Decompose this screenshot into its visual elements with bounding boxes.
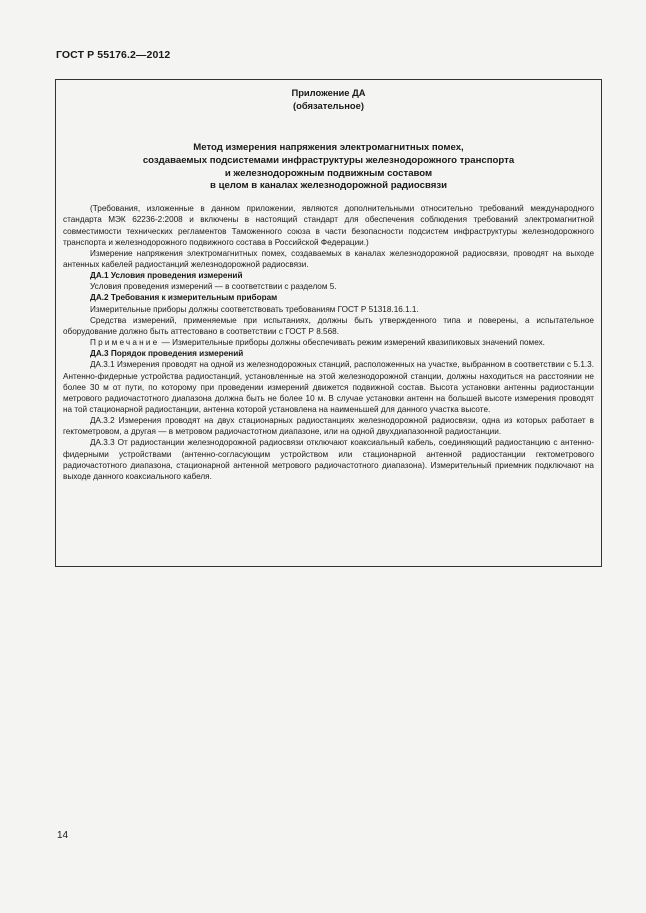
title-line-3: и железнодорожным подвижным составом — [224, 167, 433, 179]
paragraph-intro: (Требования, изложенные в данном приложении, являются дополнительными относительно требований международного стандарта МЭК 62236-2:2008 и включены в настоящий стандарт для обеспечения соблюдения требований электромагнитной совместимости технических регламентов Таможенного союза в части безопасности подсистем инфраструктуры железнодорожного транспорта и железнодорожного подвижного состава в Российской Федерации.) — [63, 204, 594, 247]
appendix-frame — [55, 79, 602, 567]
section-heading-da2: ДА.2 Требования к измерительным приборам — [90, 293, 278, 303]
paragraph-verification: Средства измерений, применяемые при испытаниях, должны быть утвержденного типа и поверены, а испытательное оборудование должно быть аттестовано в соответствии с ГОСТ Р 8.568. — [63, 315, 594, 336]
note-text: — Измерительные приборы должны обеспечивать режим измерений квазипиковых значений помех. — [159, 338, 545, 348]
title-line-4: в целом в каналах железнодорожной радиосвязи — [210, 180, 447, 192]
appendix-title — [63, 142, 594, 193]
paragraph-scope: Измерение напряжения электромагнитных помех, создаваемых в каналах железнодорожной радиосвязи, проводят на выходе антенных кабелей радиостанций железнодорожной радиосвязи. — [63, 248, 594, 269]
paragraph-da31: ДА.3.1 Измерения проводят на одной из железнодорожных станций, расположенных на участке, выбранном в соответствии с 5.1.3. Антенно-фидерные устройства радиостанций, установленные на этой железнодорожной станции, должны находиться на расстоянии не более 30 м от пути, по которому при проведении измерений движется подвижной состав. Высота установки антенны радиостанции метрового радиочастотного диапазона должна быть не более 10 м. В случае установки антенн на большей высоте измерения проводят на той стационарной радиостанции, антенна которой установлена на наименьшей для данного участка высоте. — [63, 360, 594, 414]
appendix-body — [63, 203, 594, 482]
appendix-heading — [63, 87, 594, 112]
section-heading-da1: ДА.1 Условия проведения измерений — [90, 271, 243, 281]
title-line-1: Метод измерения напряжения электромагнитных помех, — [193, 142, 464, 153]
paragraph-da32: ДА.3.2 Измерения проводят на двух стационарных радиостанциях железнодорожной радиосвязи, одна из которых работает в гектометровом, а другая — в метровом радиочастотном диапазоне, или на одной двухдиапазонной радиостанции. — [63, 416, 594, 437]
page-number: 14 — [57, 830, 69, 841]
paragraph-instruments: Измерительные приборы должны соответствовать требованиям ГОСТ Р 51318.16.1.1. — [90, 304, 419, 314]
paragraph-conditions: Условия проведения измерений — в соответствии с разделом 5. — [90, 282, 337, 292]
appendix-label: Приложение ДА — [291, 87, 366, 98]
section-heading-da3: ДА.3 Порядок проведения измерений — [90, 349, 244, 359]
note-label: Примечание — [90, 338, 160, 348]
paragraph-da33: ДА.3.3 От радиостанции железнодорожной радиосвязи отключают коаксиальный кабель, соединяющий радиостанцию с антенно-фидерными устройствами (антенно-согласующим устройством или стационарной антенной радиостанции гектометрового радиочастотного диапазона, стационарной антенной метрового радиочастотного диапазона). Измерительный приемник подключают на выходе данного коаксиального кабеля. — [63, 438, 594, 481]
appendix-status: (обязательное) — [293, 99, 364, 111]
note-paragraph — [63, 337, 594, 348]
document-header: ГОСТ Р 55176.2—2012 — [56, 49, 171, 61]
title-line-2: создаваемых подсистемами инфраструктуры железнодорожного транспорта — [142, 154, 515, 166]
